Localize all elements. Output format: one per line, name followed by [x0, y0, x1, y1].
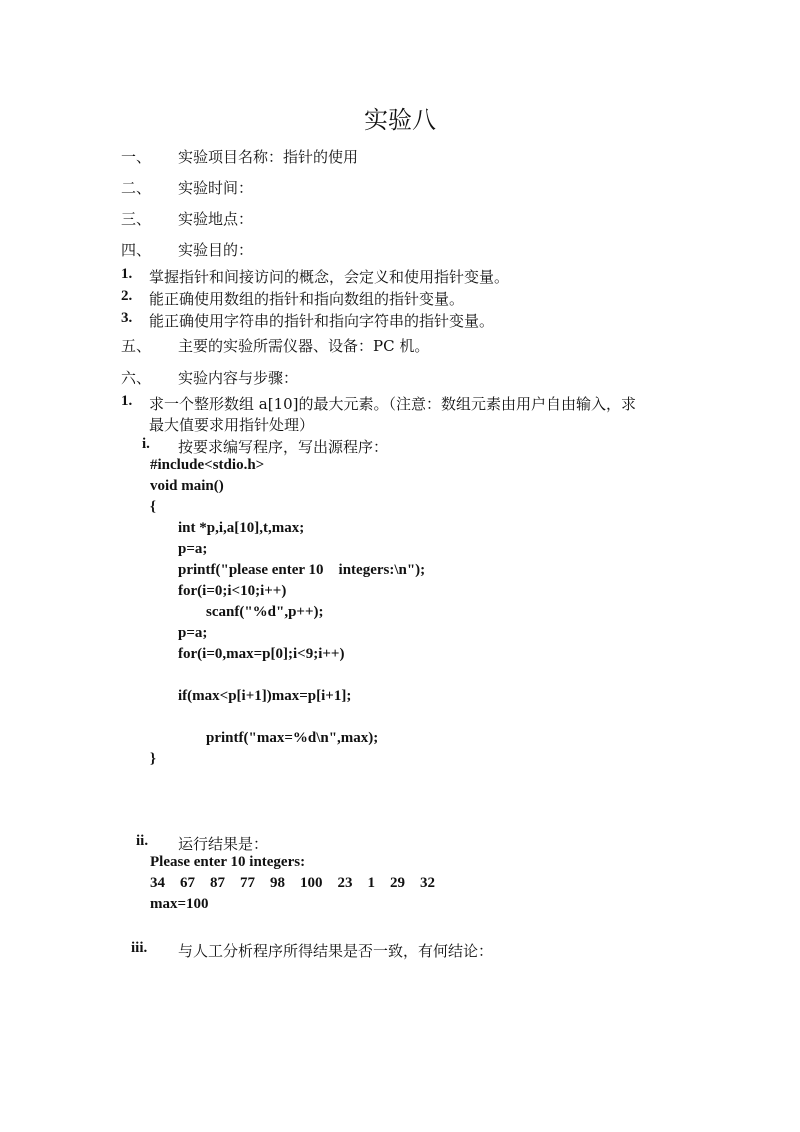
section-text: 实验地点： — [178, 210, 254, 228]
section-number: 二、 — [121, 179, 152, 197]
step-number: iii. — [131, 940, 148, 956]
objective-number: 2. — [121, 288, 133, 304]
section-number: 六、 — [121, 369, 152, 387]
code-line: printf("please enter 10 integers:\n"); — [178, 562, 426, 578]
code-line: { — [150, 499, 156, 515]
section-number: 一、 — [121, 148, 152, 166]
code-line: printf("max=%d\n",max); — [206, 730, 379, 746]
output-line: max=100 — [150, 896, 209, 912]
code-line: int *p,i,a[10],t,max; — [178, 520, 305, 536]
objective-number: 1. — [121, 266, 133, 282]
step-number: ii. — [136, 833, 149, 849]
section-text: 实验内容与步骤： — [178, 369, 299, 387]
step-text: 运行结果是： — [178, 835, 269, 853]
step-text: 按要求编写程序，写出源程序： — [178, 438, 389, 456]
objective-text: 掌握指针和间接访问的概念，会定义和使用指针变量。 — [149, 268, 510, 286]
task-text-line2: 最大值要求用指针处理） — [149, 416, 315, 434]
objective-number: 3. — [121, 310, 133, 326]
code-line: #include<stdio.h> — [150, 457, 265, 473]
objective-text: 能正确使用字符串的指针和指向字符串的指针变量。 — [149, 312, 495, 330]
code-line: void main() — [150, 478, 224, 494]
step-number: i. — [142, 436, 150, 452]
code-line: for(i=0,max=p[0];i<9;i++) — [178, 646, 345, 662]
section-text: 实验时间： — [178, 179, 254, 197]
code-line: p=a; — [178, 541, 208, 557]
task-number: 1. — [121, 393, 133, 409]
code-line: if(max<p[i+1])max=p[i+1]; — [178, 688, 352, 704]
output-line: Please enter 10 integers: — [150, 854, 306, 870]
section-text: 实验项目名称：指针的使用 — [178, 148, 359, 166]
page-title: 实验八 — [364, 106, 436, 134]
section-number: 四、 — [121, 241, 152, 259]
code-line: for(i=0;i<10;i++) — [178, 583, 287, 599]
section-text: 主要的实验所需仪器、设备：PC 机。 — [178, 337, 430, 355]
code-line: p=a; — [178, 625, 208, 641]
task-text-line1: 求一个整形数组 a[10]的最大元素。（注意：数组元素由用户自由输入，求 — [149, 395, 637, 413]
section-text: 实验目的： — [178, 241, 254, 259]
section-number: 三、 — [121, 210, 152, 228]
output-line: 34 67 87 77 98 100 23 1 29 32 — [150, 875, 435, 891]
step-text: 与人工分析程序所得结果是否一致，有何结论： — [178, 942, 494, 960]
code-line: scanf("%d",p++); — [206, 604, 324, 620]
section-number: 五、 — [121, 337, 152, 355]
code-line: } — [150, 751, 156, 767]
objective-text: 能正确使用数组的指针和指向数组的指针变量。 — [149, 290, 465, 308]
